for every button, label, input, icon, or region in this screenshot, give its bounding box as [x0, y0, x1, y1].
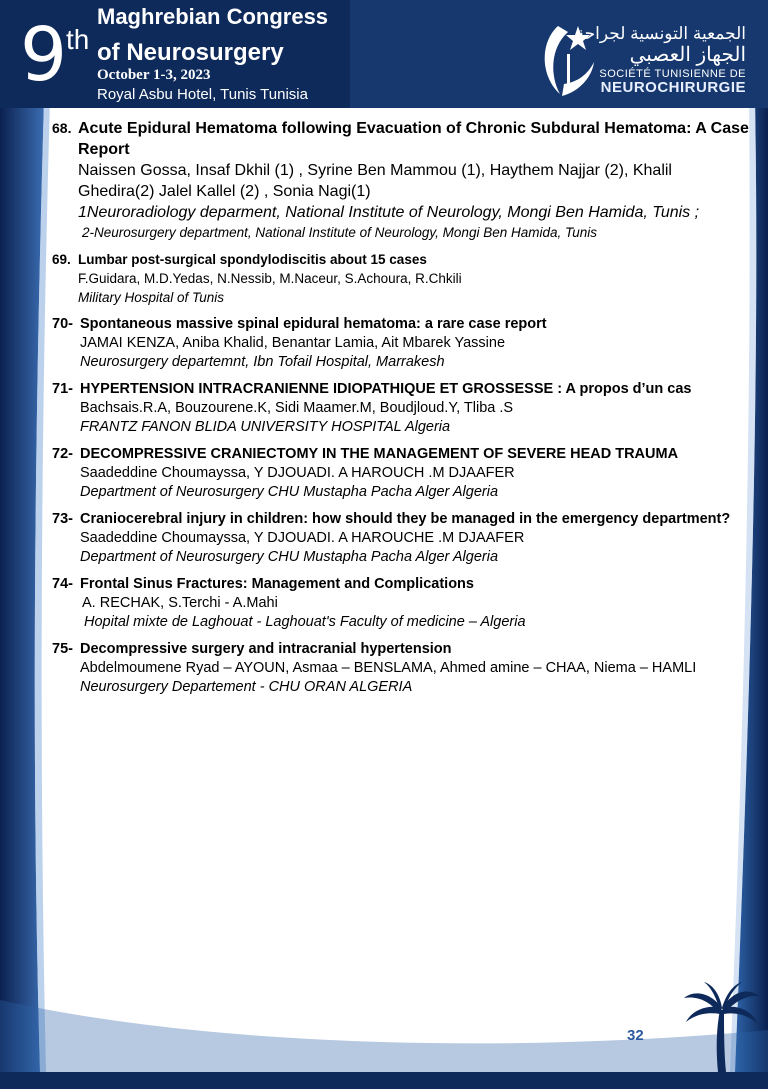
abstract-title: Spontaneous massive spinal epidural hematoma: a rare case report: [80, 316, 547, 332]
abstract-authors: Abdelmoumene Ryad – AYOUN, Asmaa – BENSLAMA, Ahmed amine – CHAA, Niema – HAMLI: [80, 660, 697, 676]
congress-name-line2: of Neurosurgery: [97, 39, 284, 66]
congress-dates: October 1-3, 2023: [97, 67, 211, 83]
congress-name-line1: Maghrebian Congress: [97, 4, 329, 29]
abstract-title: HYPERTENSION INTRACRANIENNE IDIOPATHIQUE ET GROSSESSE : A propos d’un cas: [80, 381, 692, 397]
abstract-item: [52, 445, 752, 502]
congress-banner: [0, 0, 350, 108]
society-name-arabic-line2: الجهاز العصبي: [629, 44, 746, 66]
society-logo-area: [350, 0, 768, 108]
abstract-number: 68.: [52, 120, 72, 136]
congress-ordinal: 9: [20, 12, 68, 98]
abstract-item: [52, 315, 752, 372]
abstract-authors: Saadeddine Choumayssa, Y DJOUADI. A HAROUCH .M DJAAFER: [80, 465, 515, 481]
abstract-item: [52, 510, 752, 567]
abstract-number: 71-: [52, 381, 73, 397]
abstract-affiliation: Neurosurgery departemnt, Ibn Tofail Hospital, Marrakesh: [80, 354, 445, 370]
abstract-title: Frontal Sinus Fractures: Management and Complications: [80, 576, 474, 592]
abstract-affiliation: Department of Neurosurgery CHU Mustapha Pacha Alger Algeria: [80, 549, 499, 565]
abstract-title: Decompressive surgery and intracranial hypertension: [80, 641, 452, 657]
page-number: 32: [627, 1027, 644, 1044]
abstract-item: [52, 575, 752, 632]
abstract-authors: JAMAI KENZA, Aniba Khalid, Benantar Lamia, Ait Mbarek Yassine: [80, 335, 506, 351]
abstract-number: 69.: [52, 252, 71, 267]
abstract-item: [52, 380, 752, 437]
abstract-item: [52, 250, 752, 307]
society-name-arabic-line1: الجمعية التونسية لجراحة: [575, 24, 746, 43]
abstract-title: Acute Epidural Hematoma following Evacuation of Chronic Subdural Hematoma: A Case Report: [78, 120, 749, 158]
abstract-authors: Bachsais.R.A, Bouzourene.K, Sidi Maamer.M, Boudjloud.Y, Tliba .S: [80, 400, 514, 416]
abstract-item: [52, 118, 752, 242]
abstract-affiliation: Neurosurgery Departement - CHU ORAN ALGERIA: [80, 679, 413, 695]
abstract-list: [52, 118, 752, 705]
society-name-french-line1: SOCIÉTÉ TUNISIENNE DE: [599, 68, 746, 80]
congress-venue: Royal Asbu Hotel, Tunis Tunisia: [97, 86, 308, 103]
abstract-affiliation: 1Neuroradiology deparment, National Institute of Neurology, Mongi Ben Hamida, Tunis ;: [78, 204, 700, 221]
abstract-affiliation: Hopital mixte de Laghouat - Laghouat's Faculty of medicine – Algeria: [84, 614, 526, 630]
abstract-affiliation: FRANTZ FANON BLIDA UNIVERSITY HOSPITAL Algeria: [80, 419, 451, 435]
abstract-authors: Saadeddine Choumayssa, Y DJOUADI. A HAROUCHE .M DJAAFER: [80, 530, 525, 546]
abstract-title: Lumbar post-surgical spondylodiscitis about 15 cases: [78, 252, 427, 267]
footer-bar: [0, 1072, 768, 1089]
society-name-french-line2: NEUROCHIRURGIE: [600, 79, 746, 96]
abstract-affiliation-2: 2-Neurosurgery department, National Institute of Neurology, Mongi Ben Hamida, Tunis: [82, 225, 598, 240]
abstract-number: 74-: [52, 576, 73, 592]
abstract-authors: F.Guidara, M.D.Yedas, N.Nessib, M.Naceur, S.Achoura, R.Chkili: [78, 271, 462, 286]
abstract-authors: A. RECHAK, S.Terchi - A.Mahi: [82, 595, 278, 611]
abstract-title: DECOMPRESSIVE CRANIECTOMY IN THE MANAGEMENT OF SEVERE HEAD TRAUMA: [80, 446, 679, 462]
abstract-authors: Naissen Gossa, Insaf Dkhil (1) , Syrine Ben Mammou (1), Haythem Najjar (2), Khalil Ghedira(2) Jalel Kallel (2) , Sonia Nagi(1): [78, 162, 672, 200]
abstract-number: 70-: [52, 316, 73, 332]
abstract-affiliation: Military Hospital of Tunis: [78, 290, 225, 305]
abstract-item: [52, 640, 752, 697]
abstract-number: 75-: [52, 641, 73, 657]
abstract-number: 73-: [52, 511, 73, 527]
abstract-affiliation: Department of Neurosurgery CHU Mustapha Pacha Alger Algeria: [80, 484, 499, 500]
abstract-number: 72-: [52, 446, 73, 462]
abstract-title: Craniocerebral injury in children: how should they be managed in the emergency department?: [80, 511, 731, 527]
congress-ordinal-suffix: th: [66, 24, 90, 55]
palm-tree-icon: [682, 980, 762, 1072]
